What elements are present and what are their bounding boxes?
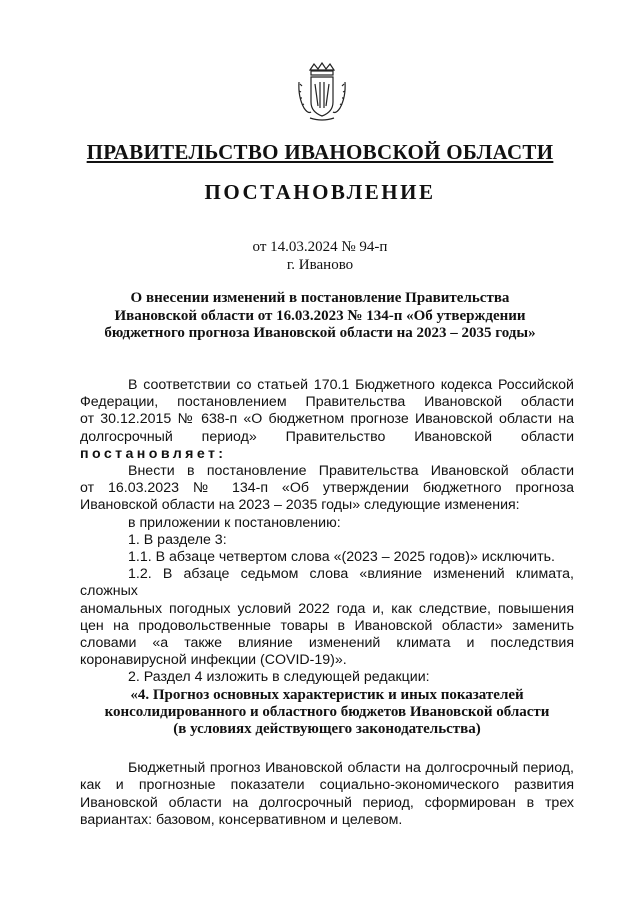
- paragraph-line: Бюджетный прогноз Ивановской области на долгосрочный период,: [128, 760, 574, 777]
- paragraph-line: 1.2. В абзаце седьмом слова «влияние изменений климата, сложных: [80, 566, 574, 600]
- paragraph-line: 2. Раздел 4 изложить в следующей редакции:: [128, 669, 430, 686]
- paragraph-line: от 16.03.2023 № 134-п «Об утверждении бюджетного прогноза: [80, 480, 574, 497]
- subject-line: Ивановской области от 16.03.2023 № 134-п «Об утверждении: [114, 307, 526, 324]
- paragraph-line: В соответствии со статьей 170.1 Бюджетного кодекса Российской: [128, 377, 574, 393]
- subject-line: бюджетного прогноза Ивановской области на 2023 – 2035 годы»: [104, 325, 536, 341]
- paragraph-line: как и прогнозные показатели социально-экономического развития: [80, 777, 574, 794]
- document-body: [80, 377, 574, 829]
- paragraph-line: вариантах: базовом, консервативном и целевом.: [80, 811, 403, 828]
- paragraph-line: Внести в постановление Правительства Ивановской области: [128, 463, 574, 480]
- document-meta: [0, 238, 640, 274]
- paragraph-line: Федерации, постановлением Правительства Ивановской области: [80, 394, 574, 411]
- paragraph-line: в приложении к постановлению:: [128, 514, 341, 531]
- section-title-line: консолидированного и областного бюджетов Ивановской области: [104, 703, 550, 720]
- paragraph-line: коронавирусной инфекции (COVID-19)».: [80, 652, 347, 669]
- paragraph-line: аномальных погодных условий 2022 года и, как следствие, повышения: [80, 600, 574, 617]
- subject-line: О внесении изменений в постановление Правительства: [130, 290, 510, 306]
- city: г. Иваново: [286, 257, 354, 273]
- paragraph-line: Ивановской области на долгосрочный период, сформирован в трех: [80, 794, 574, 811]
- section-title-line: (в условиях действующего законодательства): [173, 721, 481, 738]
- spacer: [80, 738, 574, 760]
- section-title-line: «4. Прогноз основных характеристик и иных показателей: [130, 686, 524, 703]
- paragraph-line: долгосрочный период» Правительство Ивановской области: [80, 428, 574, 445]
- date-number: от 14.03.2024 № 94-п: [252, 239, 388, 255]
- paragraph-line: Ивановской области на 2023 – 2035 годы» следующие изменения:: [80, 497, 520, 514]
- paragraph-line: словами «а также влияние изменений климата и последствия: [80, 635, 574, 652]
- paragraph-line: 1.1. В абзаце четвертом слова «(2023 – 2025 годов)» исключить.: [128, 549, 555, 566]
- document-subject: [80, 290, 560, 343]
- paragraph-line: от 30.12.2015 № 638-п «О бюджетном прогнозе Ивановской области на: [80, 411, 574, 428]
- paragraph-line: 1. В разделе 3:: [128, 531, 227, 548]
- ivanovo-region-coat-of-arms-icon: [296, 62, 348, 122]
- document-type: ПОСТАНОВЛЕНИЕ: [204, 180, 436, 204]
- resolution-word: постановляет:: [80, 445, 227, 462]
- paragraph-line: цен на продовольственные товары в Ивановской области» заменить: [80, 617, 574, 634]
- organization-name: ПРАВИТЕЛЬСТВО ИВАНОВСКОЙ ОБЛАСТИ: [86, 140, 554, 164]
